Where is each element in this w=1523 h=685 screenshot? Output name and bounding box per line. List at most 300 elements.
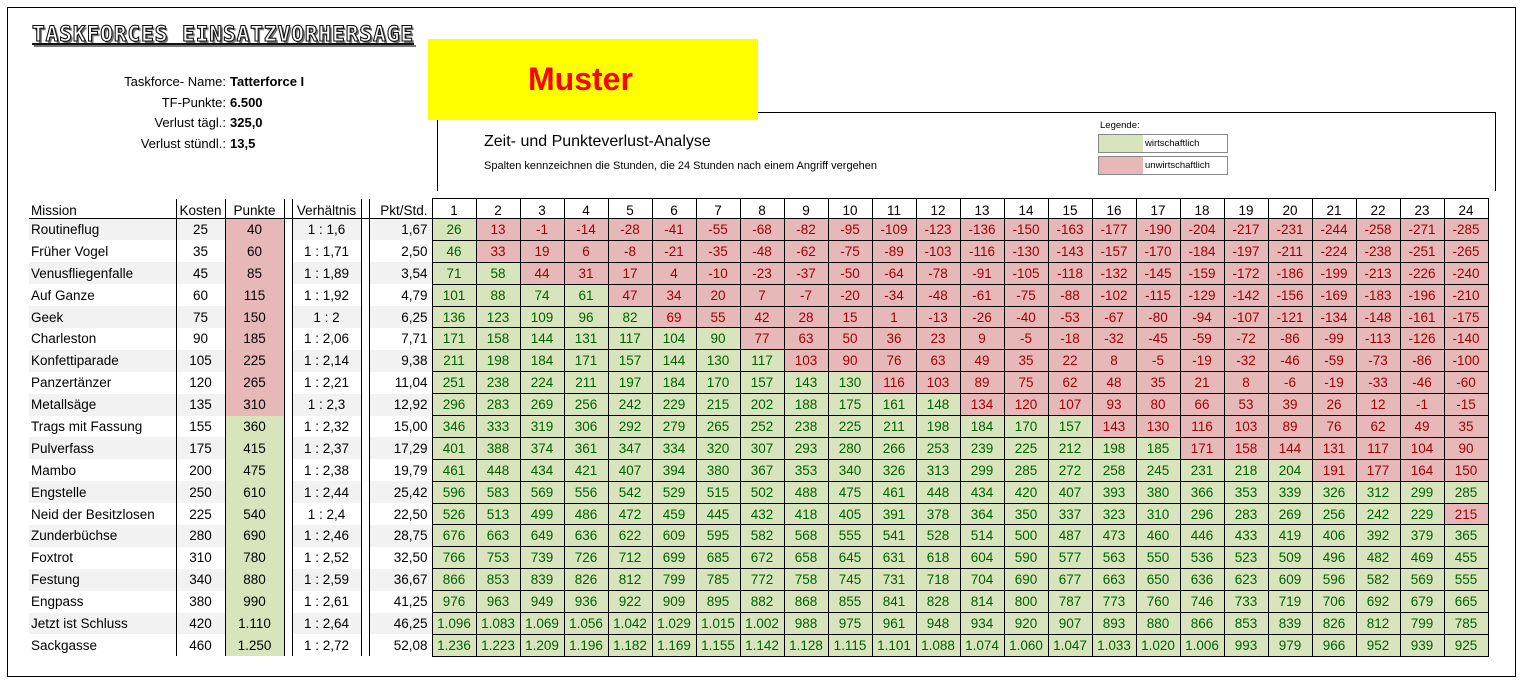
cell-hour-9[interactable]: 868 (784, 591, 828, 613)
cell-mission[interactable]: Jetzt ist Schluss (29, 613, 176, 635)
cell-hour-13[interactable]: 514 (960, 525, 1004, 547)
cell-hour-20[interactable]: 419 (1268, 525, 1312, 547)
cell-hour-22[interactable]: 952 (1356, 634, 1400, 656)
cell-hour-17[interactable]: -145 (1136, 262, 1180, 284)
cell-hour-18[interactable]: 231 (1180, 459, 1224, 481)
cell-verhaeltnis[interactable]: 1 : 2,4 (292, 503, 361, 525)
cell-hour-11[interactable]: -109 (872, 219, 916, 241)
cell-hour-24[interactable]: 785 (1444, 613, 1488, 635)
cell-hour-12[interactable]: 718 (916, 569, 960, 591)
cell-hour-12[interactable]: 63 (916, 350, 960, 372)
cell-mission[interactable]: Charleston (29, 328, 176, 350)
cell-verhaeltnis[interactable]: 1 : 2,59 (292, 569, 361, 591)
cell-mission[interactable]: Trags mit Fassung (29, 416, 176, 438)
cell-hour-14[interactable]: -5 (1004, 328, 1048, 350)
cell-hour-9[interactable]: 568 (784, 525, 828, 547)
cell-hour-14[interactable]: -150 (1004, 219, 1048, 241)
cell-hour-4[interactable]: 96 (564, 306, 608, 328)
cell-hour-24[interactable]: -285 (1444, 219, 1488, 241)
cell-hour-16[interactable]: -67 (1092, 306, 1136, 328)
cell-hour-1[interactable]: 1.096 (432, 613, 476, 635)
cell-hour-2[interactable]: 198 (476, 350, 520, 372)
cell-hour-16[interactable]: 8 (1092, 350, 1136, 372)
cell-hour-9[interactable]: -82 (784, 219, 828, 241)
cell-hour-7[interactable]: -10 (696, 262, 740, 284)
cell-hour-15[interactable]: -163 (1048, 219, 1092, 241)
cell-hour-3[interactable]: 839 (520, 569, 564, 591)
cell-mission[interactable]: Zunderbüchse (29, 525, 176, 547)
cell-hour-7[interactable]: 90 (696, 328, 740, 350)
cell-hour-7[interactable]: 895 (696, 591, 740, 613)
cell-hour-12[interactable]: -103 (916, 240, 960, 262)
cell-hour-8[interactable]: 77 (740, 328, 784, 350)
cell-hour-22[interactable]: 62 (1356, 416, 1400, 438)
cell-hour-21[interactable]: 26 (1312, 394, 1356, 416)
cell-hour-17[interactable]: 35 (1136, 372, 1180, 394)
cell-hour-9[interactable]: -37 (784, 262, 828, 284)
cell-punkte[interactable]: 540 (225, 503, 284, 525)
cell-hour-2[interactable]: 1.083 (476, 613, 520, 635)
cell-hour-5[interactable]: 347 (608, 437, 652, 459)
cell-hour-15[interactable]: -143 (1048, 240, 1092, 262)
cell-hour-7[interactable]: 1.155 (696, 634, 740, 656)
cell-pkt-std[interactable]: 22,50 (369, 503, 432, 525)
cell-hour-9[interactable]: -7 (784, 284, 828, 306)
cell-hour-15[interactable]: 787 (1048, 591, 1092, 613)
cell-hour-17[interactable]: 80 (1136, 394, 1180, 416)
cell-hour-17[interactable]: -190 (1136, 219, 1180, 241)
cell-hour-16[interactable]: -32 (1092, 328, 1136, 350)
cell-hour-19[interactable]: 623 (1224, 569, 1268, 591)
cell-hour-20[interactable]: 339 (1268, 481, 1312, 503)
cell-punkte[interactable]: 60 (225, 240, 284, 262)
cell-hour-12[interactable]: 948 (916, 613, 960, 635)
cell-hour-18[interactable]: 171 (1180, 437, 1224, 459)
cell-hour-10[interactable]: -95 (828, 219, 872, 241)
cell-hour-7[interactable]: -35 (696, 240, 740, 262)
cell-hour-6[interactable]: 459 (652, 503, 696, 525)
cell-hour-18[interactable]: 746 (1180, 591, 1224, 613)
cell-hour-3[interactable]: -1 (520, 219, 564, 241)
cell-pkt-std[interactable]: 3,54 (369, 262, 432, 284)
cell-hour-18[interactable]: -159 (1180, 262, 1224, 284)
cell-hour-20[interactable]: 719 (1268, 591, 1312, 613)
cell-mission[interactable]: Sackgasse (29, 634, 176, 656)
cell-hour-17[interactable]: 550 (1136, 547, 1180, 569)
cell-hour-11[interactable]: 731 (872, 569, 916, 591)
cell-hour-21[interactable]: 596 (1312, 569, 1356, 591)
cell-hour-24[interactable]: -210 (1444, 284, 1488, 306)
cell-hour-3[interactable]: 184 (520, 350, 564, 372)
cell-hour-5[interactable]: -28 (608, 219, 652, 241)
cell-hour-1[interactable]: 46 (432, 240, 476, 262)
cell-mission[interactable]: Früher Vogel (29, 240, 176, 262)
cell-hour-4[interactable]: 1.056 (564, 613, 608, 635)
cell-mission[interactable]: Auf Ganze (29, 284, 176, 306)
cell-hour-6[interactable]: 229 (652, 394, 696, 416)
cell-hour-11[interactable]: 266 (872, 437, 916, 459)
cell-hour-9[interactable]: 988 (784, 613, 828, 635)
cell-hour-20[interactable]: 144 (1268, 437, 1312, 459)
cell-hour-16[interactable]: 93 (1092, 394, 1136, 416)
cell-kosten[interactable]: 310 (176, 547, 225, 569)
cell-hour-11[interactable]: -34 (872, 284, 916, 306)
cell-hour-8[interactable]: 7 (740, 284, 784, 306)
cell-hour-15[interactable]: -18 (1048, 328, 1092, 350)
cell-hour-3[interactable]: 434 (520, 459, 564, 481)
cell-hour-17[interactable]: -115 (1136, 284, 1180, 306)
cell-hour-22[interactable]: 812 (1356, 613, 1400, 635)
cell-pkt-std[interactable]: 2,50 (369, 240, 432, 262)
cell-hour-3[interactable]: 319 (520, 416, 564, 438)
cell-hour-18[interactable]: -59 (1180, 328, 1224, 350)
cell-hour-20[interactable]: 89 (1268, 416, 1312, 438)
cell-kosten[interactable]: 225 (176, 503, 225, 525)
cell-hour-11[interactable]: 841 (872, 591, 916, 613)
cell-hour-6[interactable]: 529 (652, 481, 696, 503)
cell-hour-7[interactable]: 1.015 (696, 613, 740, 635)
cell-kosten[interactable]: 135 (176, 394, 225, 416)
cell-hour-19[interactable]: -107 (1224, 306, 1268, 328)
cell-hour-16[interactable]: 198 (1092, 437, 1136, 459)
cell-hour-15[interactable]: 407 (1048, 481, 1092, 503)
cell-hour-23[interactable]: -46 (1400, 372, 1444, 394)
cell-punkte[interactable]: 990 (225, 591, 284, 613)
cell-hour-13[interactable]: 239 (960, 437, 1004, 459)
cell-mission[interactable]: Engpass (29, 591, 176, 613)
cell-hour-5[interactable]: -8 (608, 240, 652, 262)
cell-hour-9[interactable]: 143 (784, 372, 828, 394)
cell-hour-9[interactable]: 293 (784, 437, 828, 459)
cell-hour-8[interactable]: 882 (740, 591, 784, 613)
cell-punkte[interactable]: 360 (225, 416, 284, 438)
cell-hour-22[interactable]: -113 (1356, 328, 1400, 350)
cell-hour-9[interactable]: 758 (784, 569, 828, 591)
cell-hour-10[interactable]: -50 (828, 262, 872, 284)
cell-hour-23[interactable]: 379 (1400, 525, 1444, 547)
cell-hour-21[interactable]: -134 (1312, 306, 1356, 328)
cell-hour-22[interactable]: -213 (1356, 262, 1400, 284)
cell-hour-13[interactable]: 364 (960, 503, 1004, 525)
cell-hour-2[interactable]: 583 (476, 481, 520, 503)
cell-hour-10[interactable]: 50 (828, 328, 872, 350)
cell-hour-3[interactable]: 649 (520, 525, 564, 547)
cell-kosten[interactable]: 25 (176, 219, 225, 241)
cell-hour-13[interactable]: 1.074 (960, 634, 1004, 656)
cell-hour-11[interactable]: 1 (872, 306, 916, 328)
cell-hour-2[interactable]: 13 (476, 219, 520, 241)
cell-hour-15[interactable]: 677 (1048, 569, 1092, 591)
cell-hour-11[interactable]: 961 (872, 613, 916, 635)
cell-hour-19[interactable]: 853 (1224, 613, 1268, 635)
cell-hour-22[interactable]: -238 (1356, 240, 1400, 262)
cell-hour-8[interactable]: 772 (740, 569, 784, 591)
cell-hour-1[interactable]: 251 (432, 372, 476, 394)
cell-hour-18[interactable]: 116 (1180, 416, 1224, 438)
cell-hour-6[interactable]: 69 (652, 306, 696, 328)
cell-hour-22[interactable]: 312 (1356, 481, 1400, 503)
cell-punkte[interactable]: 40 (225, 219, 284, 241)
cell-hour-13[interactable]: -91 (960, 262, 1004, 284)
cell-hour-23[interactable]: -251 (1400, 240, 1444, 262)
cell-hour-8[interactable]: 42 (740, 306, 784, 328)
cell-kosten[interactable]: 45 (176, 262, 225, 284)
cell-hour-7[interactable]: 130 (696, 350, 740, 372)
cell-hour-22[interactable]: 692 (1356, 591, 1400, 613)
cell-hour-8[interactable]: -48 (740, 240, 784, 262)
cell-hour-18[interactable]: 1.006 (1180, 634, 1224, 656)
cell-punkte[interactable]: 780 (225, 547, 284, 569)
cell-hour-1[interactable]: 596 (432, 481, 476, 503)
cell-mission[interactable]: Venusfliegenfalle (29, 262, 176, 284)
cell-hour-6[interactable]: 184 (652, 372, 696, 394)
cell-hour-7[interactable]: 265 (696, 416, 740, 438)
cell-hour-23[interactable]: 299 (1400, 481, 1444, 503)
cell-hour-8[interactable]: 1.142 (740, 634, 784, 656)
cell-hour-4[interactable]: -14 (564, 219, 608, 241)
cell-hour-17[interactable]: 1.020 (1136, 634, 1180, 656)
cell-hour-1[interactable]: 296 (432, 394, 476, 416)
cell-hour-14[interactable]: 75 (1004, 372, 1048, 394)
cell-hour-15[interactable]: 107 (1048, 394, 1092, 416)
cell-mission[interactable]: Metallsäge (29, 394, 176, 416)
cell-hour-5[interactable]: 922 (608, 591, 652, 613)
cell-punkte[interactable]: 150 (225, 306, 284, 328)
cell-hour-9[interactable]: 418 (784, 503, 828, 525)
cell-hour-24[interactable]: 665 (1444, 591, 1488, 613)
cell-hour-8[interactable]: -23 (740, 262, 784, 284)
cell-hour-19[interactable]: -142 (1224, 284, 1268, 306)
cell-hour-13[interactable]: 299 (960, 459, 1004, 481)
cell-hour-4[interactable]: 936 (564, 591, 608, 613)
cell-hour-24[interactable]: 555 (1444, 569, 1488, 591)
cell-punkte[interactable]: 690 (225, 525, 284, 547)
cell-hour-12[interactable]: 148 (916, 394, 960, 416)
cell-hour-4[interactable]: 256 (564, 394, 608, 416)
cell-pkt-std[interactable]: 32,50 (369, 547, 432, 569)
cell-hour-10[interactable]: 175 (828, 394, 872, 416)
cell-hour-21[interactable]: 131 (1312, 437, 1356, 459)
cell-hour-17[interactable]: -80 (1136, 306, 1180, 328)
cell-hour-22[interactable]: -33 (1356, 372, 1400, 394)
cell-hour-14[interactable]: 120 (1004, 394, 1048, 416)
cell-hour-17[interactable]: 760 (1136, 591, 1180, 613)
cell-hour-5[interactable]: 1.182 (608, 634, 652, 656)
cell-hour-2[interactable]: 963 (476, 591, 520, 613)
cell-hour-22[interactable]: 117 (1356, 437, 1400, 459)
cell-hour-15[interactable]: -53 (1048, 306, 1092, 328)
cell-hour-4[interactable]: 61 (564, 284, 608, 306)
cell-pkt-std[interactable]: 17,29 (369, 437, 432, 459)
cell-hour-13[interactable]: 934 (960, 613, 1004, 635)
cell-hour-20[interactable]: -6 (1268, 372, 1312, 394)
cell-hour-7[interactable]: 55 (696, 306, 740, 328)
cell-hour-19[interactable]: 8 (1224, 372, 1268, 394)
cell-pkt-std[interactable]: 19,79 (369, 459, 432, 481)
cell-hour-19[interactable]: 733 (1224, 591, 1268, 613)
cell-kosten[interactable]: 75 (176, 306, 225, 328)
cell-hour-23[interactable]: -126 (1400, 328, 1444, 350)
cell-hour-16[interactable]: 563 (1092, 547, 1136, 569)
cell-hour-19[interactable]: -197 (1224, 240, 1268, 262)
cell-hour-14[interactable]: 590 (1004, 547, 1048, 569)
cell-kosten[interactable]: 35 (176, 240, 225, 262)
cell-hour-7[interactable]: 170 (696, 372, 740, 394)
cell-hour-11[interactable]: 461 (872, 481, 916, 503)
cell-hour-20[interactable]: -186 (1268, 262, 1312, 284)
cell-hour-6[interactable]: 34 (652, 284, 696, 306)
cell-hour-17[interactable]: 650 (1136, 569, 1180, 591)
cell-hour-1[interactable]: 26 (432, 219, 476, 241)
cell-pkt-std[interactable]: 9,38 (369, 350, 432, 372)
cell-hour-15[interactable]: -118 (1048, 262, 1092, 284)
cell-hour-12[interactable]: 198 (916, 416, 960, 438)
cell-hour-24[interactable]: -175 (1444, 306, 1488, 328)
cell-hour-24[interactable]: -140 (1444, 328, 1488, 350)
cell-hour-6[interactable]: 394 (652, 459, 696, 481)
cell-hour-16[interactable]: 48 (1092, 372, 1136, 394)
cell-hour-12[interactable]: 1.088 (916, 634, 960, 656)
cell-hour-8[interactable]: 432 (740, 503, 784, 525)
cell-hour-6[interactable]: -21 (652, 240, 696, 262)
cell-hour-3[interactable]: 109 (520, 306, 564, 328)
cell-hour-24[interactable]: 285 (1444, 481, 1488, 503)
cell-hour-16[interactable]: 893 (1092, 613, 1136, 635)
cell-hour-11[interactable]: 76 (872, 350, 916, 372)
loss-day-value[interactable]: 325,0 (230, 115, 263, 130)
cell-verhaeltnis[interactable]: 1 : 2,14 (292, 350, 361, 372)
cell-pkt-std[interactable]: 11,04 (369, 372, 432, 394)
cell-pkt-std[interactable]: 25,42 (369, 481, 432, 503)
cell-verhaeltnis[interactable]: 1 : 2,44 (292, 481, 361, 503)
cell-hour-20[interactable]: 979 (1268, 634, 1312, 656)
cell-hour-6[interactable]: -41 (652, 219, 696, 241)
cell-hour-10[interactable]: 645 (828, 547, 872, 569)
cell-hour-4[interactable]: 421 (564, 459, 608, 481)
cell-kosten[interactable]: 460 (176, 634, 225, 656)
cell-kosten[interactable]: 340 (176, 569, 225, 591)
cell-hour-10[interactable]: 745 (828, 569, 872, 591)
cell-hour-13[interactable]: 814 (960, 591, 1004, 613)
cell-hour-24[interactable]: -240 (1444, 262, 1488, 284)
cell-hour-23[interactable]: 104 (1400, 437, 1444, 459)
cell-hour-21[interactable]: 191 (1312, 459, 1356, 481)
cell-hour-17[interactable]: 460 (1136, 525, 1180, 547)
cell-hour-6[interactable]: 1.169 (652, 634, 696, 656)
cell-hour-8[interactable]: -68 (740, 219, 784, 241)
cell-hour-8[interactable]: 1.002 (740, 613, 784, 635)
cell-hour-1[interactable]: 526 (432, 503, 476, 525)
cell-hour-4[interactable]: 211 (564, 372, 608, 394)
cell-hour-22[interactable]: -73 (1356, 350, 1400, 372)
cell-hour-22[interactable]: -148 (1356, 306, 1400, 328)
cell-hour-10[interactable]: 405 (828, 503, 872, 525)
cell-hour-1[interactable]: 171 (432, 328, 476, 350)
cell-hour-4[interactable]: 31 (564, 262, 608, 284)
cell-hour-17[interactable]: 130 (1136, 416, 1180, 438)
cell-hour-7[interactable]: 445 (696, 503, 740, 525)
cell-hour-5[interactable]: 472 (608, 503, 652, 525)
cell-punkte[interactable]: 225 (225, 350, 284, 372)
cell-hour-16[interactable]: 473 (1092, 525, 1136, 547)
cell-punkte[interactable]: 610 (225, 481, 284, 503)
cell-hour-15[interactable]: 62 (1048, 372, 1092, 394)
cell-hour-19[interactable]: 353 (1224, 481, 1268, 503)
cell-hour-9[interactable]: 238 (784, 416, 828, 438)
cell-hour-4[interactable]: 6 (564, 240, 608, 262)
cell-verhaeltnis[interactable]: 1 : 2,72 (292, 634, 361, 656)
cell-hour-10[interactable]: 1.115 (828, 634, 872, 656)
cell-hour-15[interactable]: 212 (1048, 437, 1092, 459)
cell-hour-3[interactable]: 1.069 (520, 613, 564, 635)
cell-verhaeltnis[interactable]: 1 : 1,71 (292, 240, 361, 262)
cell-kosten[interactable]: 105 (176, 350, 225, 372)
cell-hour-7[interactable]: 380 (696, 459, 740, 481)
cell-hour-17[interactable]: 245 (1136, 459, 1180, 481)
cell-hour-2[interactable]: 33 (476, 240, 520, 262)
cell-hour-14[interactable]: 170 (1004, 416, 1048, 438)
cell-hour-11[interactable]: 211 (872, 416, 916, 438)
cell-hour-20[interactable]: 609 (1268, 569, 1312, 591)
cell-hour-8[interactable]: 157 (740, 372, 784, 394)
cell-hour-4[interactable]: 556 (564, 481, 608, 503)
cell-hour-23[interactable]: -161 (1400, 306, 1444, 328)
cell-hour-16[interactable]: 393 (1092, 481, 1136, 503)
cell-hour-4[interactable]: 171 (564, 350, 608, 372)
cell-hour-6[interactable]: 699 (652, 547, 696, 569)
cell-hour-16[interactable]: 1.033 (1092, 634, 1136, 656)
cell-hour-2[interactable]: 58 (476, 262, 520, 284)
cell-hour-17[interactable]: 185 (1136, 437, 1180, 459)
name-value[interactable]: Tatterforce I (230, 74, 305, 89)
cell-hour-8[interactable]: 672 (740, 547, 784, 569)
cell-hour-10[interactable]: 130 (828, 372, 872, 394)
cell-verhaeltnis[interactable]: 1 : 1,6 (292, 219, 361, 241)
cell-hour-7[interactable]: 20 (696, 284, 740, 306)
cell-hour-13[interactable]: 604 (960, 547, 1004, 569)
cell-hour-18[interactable]: 536 (1180, 547, 1224, 569)
cell-hour-16[interactable]: 323 (1092, 503, 1136, 525)
cell-hour-14[interactable]: 690 (1004, 569, 1048, 591)
cell-punkte[interactable]: 115 (225, 284, 284, 306)
cell-hour-1[interactable]: 136 (432, 306, 476, 328)
cell-hour-6[interactable]: 799 (652, 569, 696, 591)
cell-hour-15[interactable]: 157 (1048, 416, 1092, 438)
cell-hour-16[interactable]: 773 (1092, 591, 1136, 613)
cell-hour-10[interactable]: 15 (828, 306, 872, 328)
cell-punkte[interactable]: 185 (225, 328, 284, 350)
cell-hour-1[interactable]: 71 (432, 262, 476, 284)
cell-hour-14[interactable]: 420 (1004, 481, 1048, 503)
cell-hour-3[interactable]: 374 (520, 437, 564, 459)
cell-punkte[interactable]: 880 (225, 569, 284, 591)
cell-hour-24[interactable]: 35 (1444, 416, 1488, 438)
cell-hour-21[interactable]: 706 (1312, 591, 1356, 613)
cell-hour-11[interactable]: 116 (872, 372, 916, 394)
cell-hour-20[interactable]: -46 (1268, 350, 1312, 372)
cell-hour-19[interactable]: -217 (1224, 219, 1268, 241)
cell-kosten[interactable]: 420 (176, 613, 225, 635)
cell-hour-22[interactable]: -258 (1356, 219, 1400, 241)
cell-hour-3[interactable]: 499 (520, 503, 564, 525)
cell-hour-16[interactable]: 258 (1092, 459, 1136, 481)
cell-hour-21[interactable]: 406 (1312, 525, 1356, 547)
cell-hour-1[interactable]: 1.236 (432, 634, 476, 656)
cell-hour-20[interactable]: -231 (1268, 219, 1312, 241)
cell-hour-23[interactable]: -196 (1400, 284, 1444, 306)
cell-hour-12[interactable]: 828 (916, 591, 960, 613)
cell-hour-23[interactable]: -226 (1400, 262, 1444, 284)
